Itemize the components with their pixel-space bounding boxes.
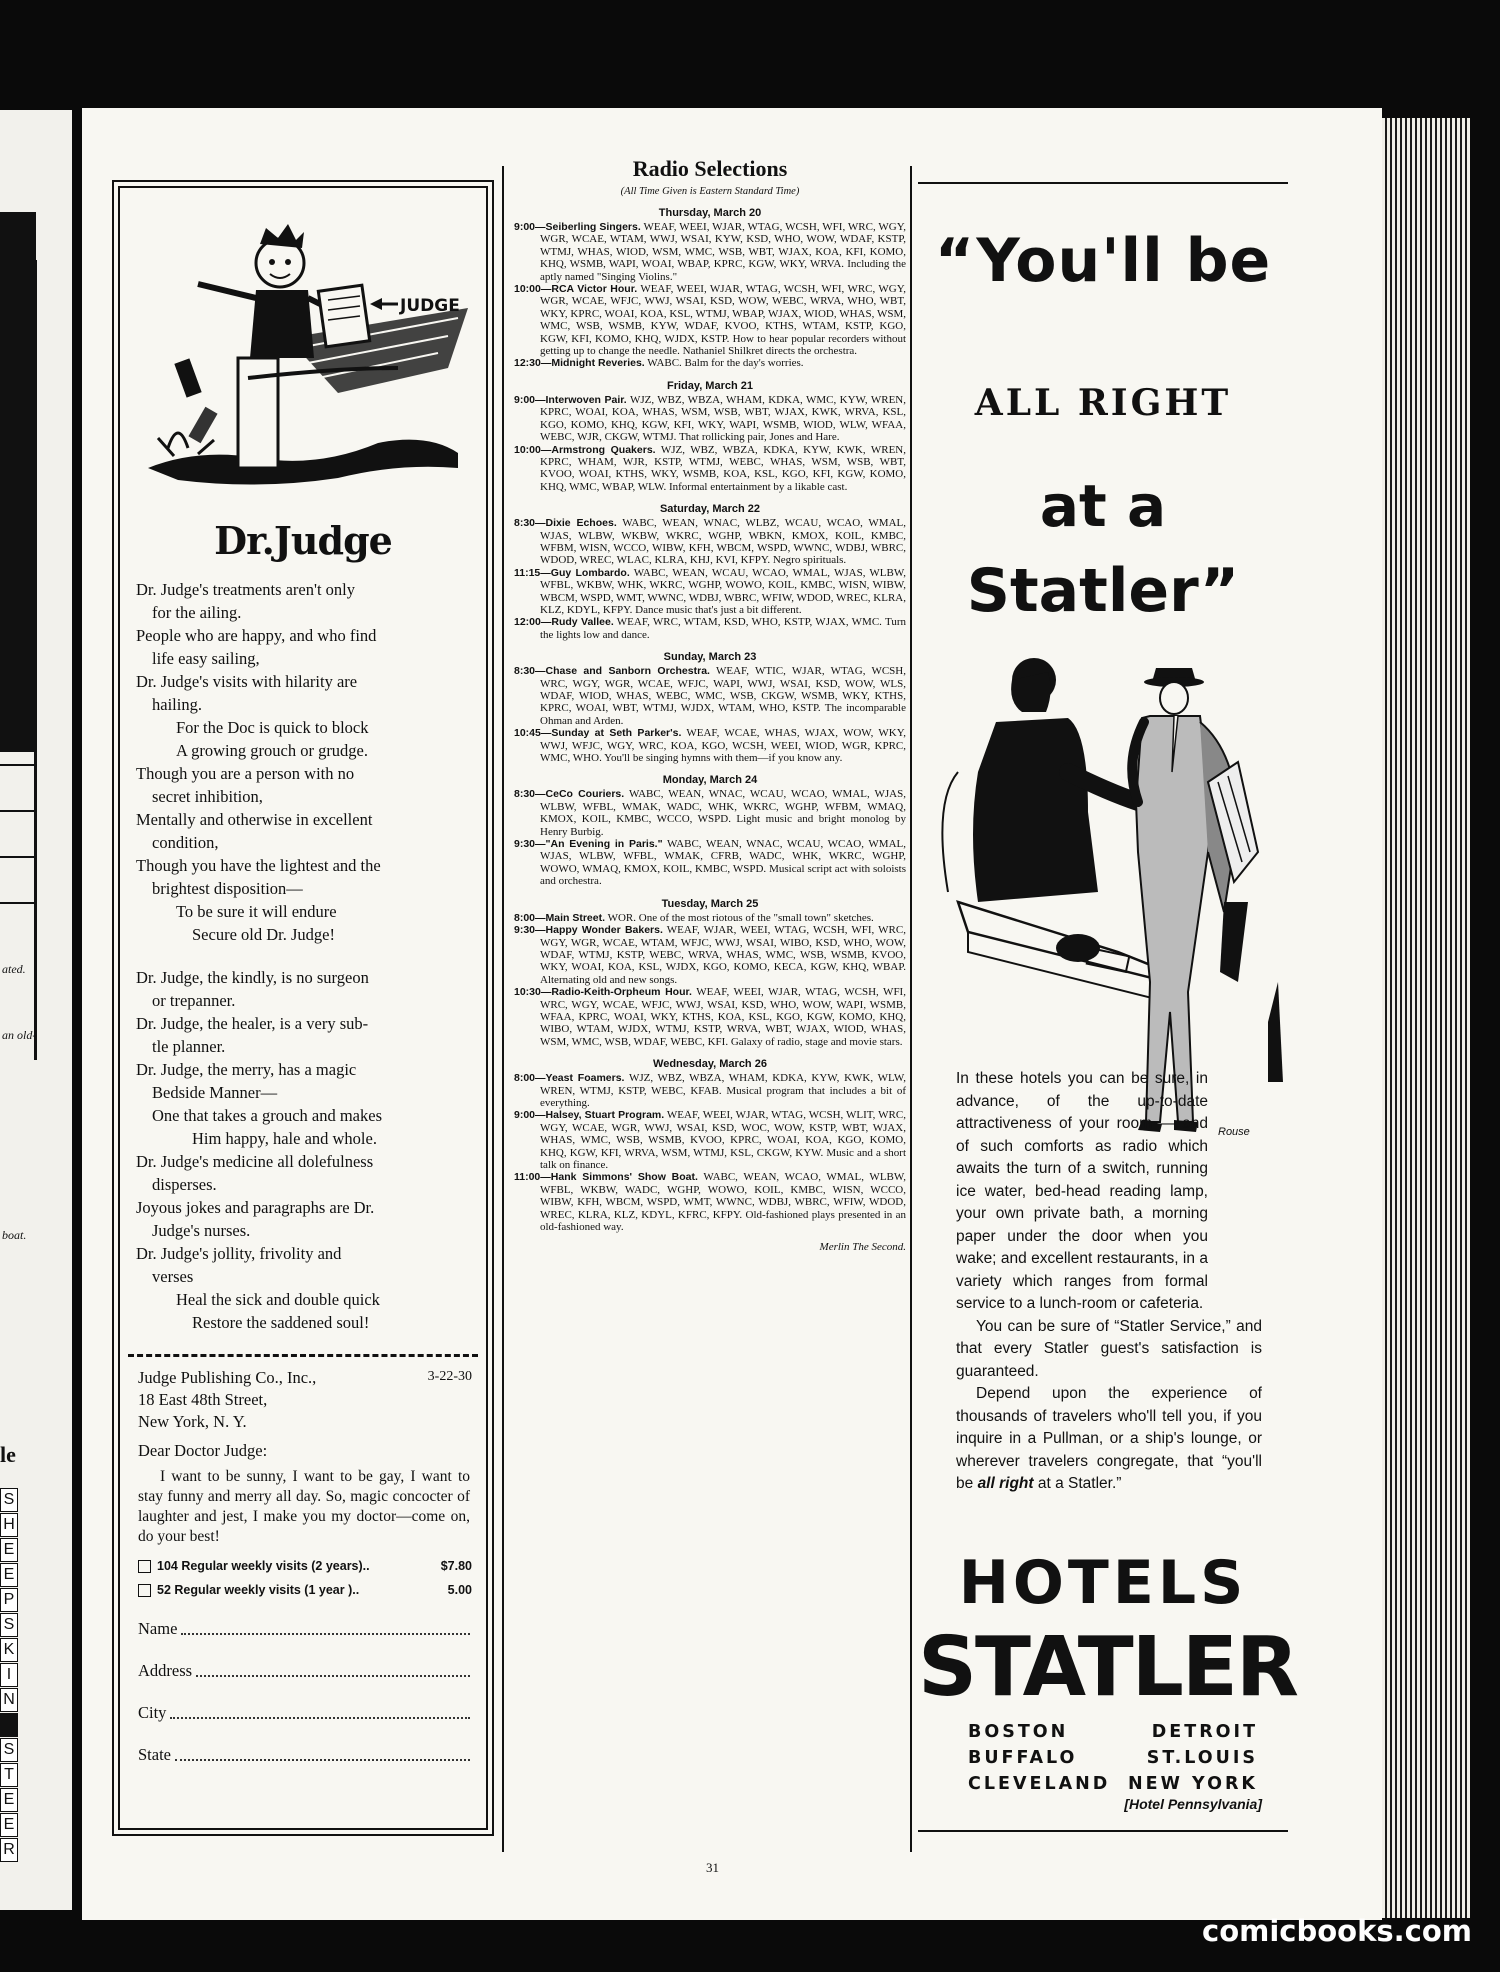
poem-line: A growing grouch or grudge. [176,741,369,760]
city-name: DETROIT [1151,1722,1258,1742]
city-name: BOSTON [968,1722,1069,1742]
program-time: 10:00 [514,443,541,456]
radio-program: 8:30—Chase and Sanborn Orchestra. WEAF, WTIC, WJAR, WTAG, WCSH, WRC, WGY, WGR, WCAE, WFJC, WAPI, WWJ, WSAI, KSD, WOW, WLS, WDAF, WIOD, WHAS, WEBC, WMC, WSB, CKGW, WSMB, WKY, KTHS, KPRC, WOAI, WBT, WTMJ, WJDX, WTAM, WHO, KSTP. The incomparable Ohman and Arden. [514,665,906,727]
name-field[interactable]: Name [138,1619,470,1639]
poem-line: verses [152,1267,194,1286]
option-label: 52 Regular weekly visits (1 year ).. [157,1583,360,1597]
poem-line: secret inhibition, [152,787,263,806]
ad-bottom-rule [918,1830,1288,1832]
radio-program: 10:45—Sunday at Seth Parker's. WEAF, WCAE, WHAS, WJAX, WOW, WKY, WWJ, WFJC, WGY, WRC, KOA, KGO, WCSH, WEEI, WIOD, WGR, KPRC, WMC, WHO. You'll be singing hymns with them—if you know any. [514,727,906,765]
poem-line: hailing. [152,695,202,714]
radio-program: 9:00—Interwoven Pair. WJZ, WBZ, WBZA, WHAM, KDKA, WMC, KYW, WREN, KPRC, WOAI, KOA, WHAS, WSM, WSB, WBT, WJAX, KWK, WRVA, KSL, KGO, KOMO, KHQ, KGW, KFI, WKY, WAPI, WSMB, WIOD, WLW, WFAA, WEBC, WJR, CKGW, WTMJ. That rollicking pair, Jones and Hare. [514,393,906,444]
poem-line: Dr. Judge's visits with hilarity are [136,672,358,691]
copy-paragraph: In these hotels you can be sure, in advance, of the up-to-date attractiveness of your room — and of such comforts as radio which awaits the turn of a switch, running ice water, bed-head reading lamp, your own private bath, a morning paper under the door when you wake; and excellent restaurants, in a variety which ranges from formal service to a lunch-room or cafeteria. [956,1070,1208,1312]
column-rule-right [910,166,912,1852]
brand-hotels: HOTELS [958,1548,1248,1618]
dr-judge-cartoon [138,218,468,508]
poem-line: Bedside Manner— [152,1083,278,1102]
program-details: WEAF, WEEI, WJAR, WTAG, WCSH, WLIT, WRC, WGY, WCAE, WGR, WWJ, WSAI, KSD, WOC, WOW, KSTP, WBT, WJAX, WHAS, WMC, WSB, WSMB, KVOO, KPRC, WOAI, KOA, KGO, KOMO, KHQ, KGW, KFI, WRVA, WSM, WTMJ, KSL, CKGW, KYW. Music and a short talk on finance. [540,1109,906,1171]
checkbox-1-year[interactable] [138,1584,151,1597]
program-time: 10:45 [514,727,541,740]
program-name: Seiberling Singers. [545,221,641,233]
program-time: 10:30 [514,986,541,999]
program-time: 12:00 [514,616,541,629]
program-time: 8:30 [514,517,536,530]
poem-line: brightest disposition— [152,879,303,898]
schedule-day-heading: Monday, March 24 [662,774,758,787]
sheepskin-letter: K [0,1638,18,1662]
program-time: 11:00 [514,1171,541,1184]
copy-paragraph: You can be sure of “Statler Service,” and that every Statler guest's satisfaction is guaranteed. [956,1317,1262,1380]
program-time: 9:30 [514,924,536,937]
dr-judge-poem [136,578,476,1334]
radio-subtitle: (All Time Given is Eastern Standard Time) [620,186,800,197]
sheepskin-letter: R [0,1838,18,1862]
option-1-year[interactable] [138,1583,472,1597]
city-row [968,1722,1258,1742]
address-line: New York, N. Y. [138,1412,247,1431]
radio-program: 12:00—Rudy Vallee. WEAF, WRC, WTAM, KSD, WHO, KSTP, WJAX, WMC. Turn the lights low and dance. [514,616,906,641]
hotel-pennsylvania-note: [Hotel Pennsylvania] [1124,1796,1262,1812]
program-details: WABC, WEAN, WNAC, WCAU, WCAO, WMAL, WJAS, WLBW, WFBL, WMAK, WADC, WHK, WKRC, WGHP, WFBM, WMAQ, KMOX, KOIL, KMBC, WCCO, WSPD. Light music and bright monolog by Henry Burbig. [540,788,906,838]
poem-line: Restore the saddened soul! [192,1313,370,1332]
radio-program: 8:00—Main Street. WOR. One of the most riotous of the "small town" sketches. [514,911,874,924]
city-name: CLEVELAND [968,1774,1111,1794]
program-details: WABC, WEAN, WCAO, WMAL, WLBW, WFBL, WKBW, WADC, WGHP, WOWO, KOIL, KMBC, WISN, WCCO, WIBW, KFH, WBCM, WSPD, WMT, WWNC, WDBJ, WBRC, WFIW, WDOD, WREC, KLRA, KLZ, KDYL, KFRC, KFPY. Old-fashioned plays presented in an old-fashioned way. [540,1171,906,1234]
city-name: NEW YORK [1128,1774,1258,1794]
poem-line: Heal the sick and double quick [176,1290,380,1309]
page-number: 31 [706,1860,719,1875]
poem-line: Dr. Judge's medicine all dolefulness [136,1152,374,1171]
poem-line: One that takes a grouch and makes [152,1106,383,1125]
option-price: $7.80 [440,1559,472,1573]
program-name: Dixie Echoes. [545,517,617,530]
poem-line: Mentally and otherwise in excellent [136,810,373,829]
poem-line: Though you are a person with no [136,764,355,783]
copy-paragraph: Depend upon the experience of thousands of travelers who'll tell you, if you inquire in a Pullman, or a ship's lounge, or wherever travelers congregate, that “you'll be all right at a Statler.” [956,1385,1262,1492]
radio-program: 12:30—Midnight Reveries. WABC. Balm for the day's worries. [514,357,804,370]
radio-program: 9:30—"An Evening in Paris." WABC, WEAN, WNAC, WCAU, WCAO, WMAL, WJAS, WLBW, WFBL, WMAK, CFRB, WADC, WHK, WKRC, WGHP, WOWO, WMAQ, KMOX, KOIL, KMBC, WSPD. Musical script act with soloists and orchestra. [514,838,906,888]
prev-heading-fragment: le [0,1442,16,1467]
prev-fragment: ated. [2,962,26,976]
schedule-day-heading: Wednesday, March 26 [653,1058,767,1071]
poem-line: for the ailing. [152,603,242,622]
poem-line: disperses. [152,1175,217,1194]
program-time: 8:00 [514,1072,536,1085]
program-name: "An Evening in Paris." [545,838,663,851]
city-name: BUFFALO [968,1748,1078,1768]
address-line: 18 East 48th Street, [138,1390,268,1409]
poem-line: Joyous jokes and paragraphs are Dr. [136,1198,375,1217]
prev-fragment: an old- [2,1028,37,1042]
program-details: WABC, WEAN, WNAC, WLBZ, WCAU, WCAO, WMAL, WJAS, WLBW, WKBW, WKRC, WGHP, WBKN, KMOX, KOIL, KMBC, WFBM, WISN, WCCO, WIBW, KFH, WBCM, WSPD, WWNC, WDBJ, WBRC, WDOD, WREC, WLAC, KLRA, KHJ, KVI, KFPY. Negro spirituals. [540,517,906,567]
sheepskin-letter: S [0,1738,18,1762]
program-time: 8:30 [514,788,536,801]
poem-line: condition, [152,833,219,852]
program-time: 9:00 [514,393,536,406]
schedule-day-heading: Tuesday, March 25 [661,897,759,910]
option-price: 5.00 [447,1583,472,1597]
sheepskin-letter: N [0,1688,18,1712]
artist-signature: Rouse [1218,1126,1250,1138]
program-name: CeCo Couriers. [545,788,625,801]
prev-page-grid [0,260,37,1060]
program-details: WEAF, WTIC, WJAR, WTAG, WCSH, WRC, WGY, WGR, WCAE, WFJC, WAPI, WWJ, WSAI, KSD, WOW, WLS, WDAF, WIOD, WHAS, WEBC, WMC, WSB, CKGW, WSMB, WKY, KTHS, KPRC, WOAI, WBT, WTMJ, WJDX, WTAM, WHO, KSTP. The incomparable Ohman and Arden. [540,665,906,727]
program-name: Main Street. [545,911,606,924]
radio-selections [514,156,906,1253]
ad-top-rule [918,182,1288,184]
program-time: 9:00 [514,1109,536,1122]
sheepskin-letter: E [0,1813,18,1837]
program-details: WJZ, WBZ, WBZA, WHAM, KDKA, KYW, KWK, WLW, WREN, WTMJ, KSTP, WEBC, KFAB. Musical program that includes a bit of everything. [540,1072,906,1109]
program-time: 9:00 [514,221,536,233]
program-name: RCA Victor Hour. [551,283,638,296]
dr-judge-title: Dr.Judge [214,518,392,563]
poem-line: tle planner. [152,1037,226,1056]
program-details: WABC, WEAN, WNAC, WCAU, WCAO, WMAL, WJAS, WLBW, WFBL, WMAK, CFRB, WADC, WHK, WKRC, WGHP, WOWO, WMAQ, KMOX, KOIL, KMBC, WSPD. Musical script act with soloists and orchestra. [540,838,906,888]
previous-page-fragment [0,110,72,1910]
city-name: ST.LOUIS [1146,1748,1258,1768]
program-time: 8:00 [514,911,536,924]
sheepskin-letter: E [0,1788,18,1812]
poem-line: Dr. Judge, the merry, has a magic [136,1060,357,1079]
program-details: WABC. Balm for the day's worries. [647,357,804,370]
address-field[interactable]: Address [138,1661,470,1681]
cartoon-label: JUDGE [400,296,460,316]
radio-signature: Merlin The Second. [819,1241,906,1254]
sheepskin-letter: T [0,1763,18,1787]
coupon-date: 3-22-30 [427,1369,472,1384]
program-name: Sunday at Seth Parker's. [551,727,682,740]
schedule-day-heading: Thursday, March 20 [658,207,762,219]
program-details: WEAF, WCAE, WHAS, WJAX, WOW, WKY, WWJ, WFJC, WGY, WRC, KOA, KGO, WCSH, WEEI, WIOD, WGR, KPRC, WMC, WHO. You'll be singing hymns with them—if you know any. [540,727,906,765]
radio-program: 11:15—Guy Lombardo. WABC, WEAN, WCAU, WCAO, WMAL, WJAS, WLBW, WFBL, WKBW, WHK, WKRC, WGHP, WOWO, KOIL, KMBC, WISN, WIBW, WBCM, WSPD, WMT, WWNC, WDBJ, WBRC, WFIW, WDOD, WREC, KLRA, KLZ, KDYL, KFPY. Dance music that's just a bit different. [514,566,906,616]
headline-youll-be: “You'll be [934,226,1272,296]
program-time: 11:15 [514,566,541,579]
radio-program: 8:30—Dixie Echoes. WABC, WEAN, WNAC, WLBZ, WCAU, WCAO, WMAL, WJAS, WLBW, WKBW, WKRC, WGHP, WBKN, KMOX, KOIL, KMBC, WFBM, WISN, WCCO, WIBW, KFH, WBCM, WSPD, WWNC, WDBJ, WBRC, WDOD, WREC, WLAC, KLRA, KHJ, KVI, KFPY. Negro spirituals. [514,517,906,567]
sheepskin-letter: I [0,1663,18,1687]
sheepskin-letter: S [0,1613,18,1637]
checkbox-2-years[interactable] [138,1560,151,1573]
program-name: Rudy Vallee. [551,616,614,629]
radio-program: 9:00—Halsey, Stuart Program. WEAF, WEEI, WJAR, WTAG, WCSH, WLIT, WRC, WGY, WCAE, WGR, WWJ, WSAI, KSD, WOC, WOW, KSTP, WBT, WJAX, WHAS, WMC, WSB, WSMB, KVOO, KPRC, WOAI, KOA, KGO, KOMO, KHQ, KGW, KFI, WRVA, WSM, WTMJ, KSL, CKGW, KYW. Music and a short talk on finance. [514,1109,906,1171]
radio-program: 8:30—CeCo Couriers. WABC, WEAN, WNAC, WCAU, WCAO, WMAL, WJAS, WLBW, WFBL, WMAK, WADC, WHK, WKRC, WGHP, WFBM, WMAQ, KMOX, KOIL, KMBC, WCCO, WSPD. Light music and bright monolog by Henry Burbig. [514,788,906,838]
option-label: 104 Regular weekly visits (2 years).. [157,1559,370,1573]
radio-program: 10:00—RCA Victor Hour. WEAF, WEEI, WJAR, WTAG, WCSH, WFI, WRC, WGY, WGR, WCAE, WFJC, WWJ, WSAI, KSD, WOW, WEBC, WRVA, WHO, WBT, WKY, KPRC, WOAI, KOA, KSL, WTMJ, WBAP, WJAX, WIOD, WHAS, WSM, WMC, WSB, WSMB, KYW, WDAF, KVOO, KTHS, WTAM, KSTP, KGO, KGW, KFI, KOMO, KHQ, WJDX, KSTP. How to hear popular recorders without getting up to change the needle. Nathaniel Shilkret directs the orchestra. [514,283,906,358]
program-name: Happy Wonder Bakers. [545,924,663,937]
poem-line [136,946,476,966]
program-name: Chase and Sanborn Orchestra. [545,665,710,678]
poem-line: Secure old Dr. Judge! [192,925,335,944]
program-details: WJZ, WBZ, WBZA, WHAM, KDKA, WMC, KYW, WREN, KPRC, WOAI, KOA, WHAS, WSM, WSB, WBT, WJAX, KWK, WRVA, KSL, KGO, KOMO, KHQ, KGW, KFI, WKY, WAPI, WSMB, WIOD, WLW, WFAA, WEBC, WJR, CKGW, WTMJ. That rollicking pair, Jones and Hare. [540,393,906,444]
hotels-statler-ad [918,182,1298,1832]
poem-line: Dr. Judge's jollity, frivolity and [136,1244,342,1263]
poem-line: To be sure it will endure [176,902,337,921]
poem-line: Judge's nurses. [152,1221,251,1240]
radio-program: 10:00—Armstrong Quakers. WJZ, WBZ, WBZA, KDKA, KYW, KWK, WREN, KPRC, WHAM, WJR, KSTP, WTMJ, WEBC, WHAS, WSM, WSB, WBT, KVOO, WOAI, KTHS, WKY, WSMB, KOA, KSL, KGO, KFI, KGW, KOMO, KHQ, WMC, WBAP, WLW. Informal entertainment by a likable cast. [514,443,906,493]
schedule-day-heading: Sunday, March 23 [663,651,757,664]
program-details: WEAF, WJAR, WEEI, WTAG, WCSH, WFI, WRC, WGY, WGR, WCAE, WTAM, WFJC, WWJ, WSAI, WIBO, KSD, WHO, WOW, WDAF, WTMJ, KSTP, WEBC, WRVA, WHAS, WMC, WSB, WSMB, KVOO, WKY, WOAI, KOA, KSL, WJDX, KGO, KOMO, KECA, KGW, KHQ, WBAP. Alternating old and new songs. [540,924,906,986]
program-details: WEAF, WEEI, WJAR, WTAG, WCSH, WFI, WRC, WGY, WCAE, WFJC, WWJ, WSAI, KSD, WHO, WOW, WAPI, WSMB, WFAA, KPRC, WOAI, WKY, KTHS, KOA, KSL, KGO, KGW, KOMO, KHQ, WIBO, WTAM, WJDX, WTMJ, KSTP, WRVA, WBT, WJAX, WIOD, WHAS, WSM, WMC, WSB, WDAF, WEBC, KFI. Galaxy of radio, stage and movie stars. [540,986,906,1048]
poem-line: or trepanner. [152,991,236,1010]
coupon-body: I want to be sunny, I want to be gay, I want to stay funny and merry all day. So, magic concocter of laughter and jest, I make you my doctor—come on, do your best! [138,1468,470,1545]
subscription-coupon [128,1354,478,1818]
address-line: Judge Publishing Co., Inc., [138,1368,317,1387]
radio-schedule [514,207,906,1233]
poem-line: People who are happy, and who find [136,626,377,645]
coupon-salutation: Dear Doctor Judge: [138,1441,268,1460]
program-details: WOR. One of the most riotous of the "small town" sketches. [607,911,874,924]
book-page-edges [1382,118,1470,1918]
city-row [968,1774,1258,1794]
city-row [968,1748,1258,1768]
prev-fragment: boat. [2,1228,27,1242]
poem-line: Though you have the lightest and the [136,856,381,875]
poem-line: Him happy, hale and whole. [192,1129,377,1148]
sheepskin-letter: E [0,1538,18,1562]
program-details: WEAF, WEEI, WJAR, WTAG, WCSH, WFI, WRC, WGY, WGR, WCAE, WTAM, WWJ, WSAI, KYW, KSD, WHO, WOW, WDAF, KSTP, WTMJ, WHAS, WIOD, WSM, WMC, WSB, WBT, WJAX, KOA, KFI, KOMO, KHQ, WSMB, WAPI, WOAI, WBAP, KPRC, KGW, WKY, WRVA. Including the aptly named "Singing Violins." [540,221,906,283]
poem-line: Dr. Judge, the healer, is a very sub- [136,1014,369,1033]
brand-statler: STATLER [918,1620,1298,1715]
program-time: 10:00 [514,283,541,296]
radio-program: 9:00—Seiberling Singers. WEAF, WEEI, WJAR, WTAG, WCSH, WFI, WRC, WGY, WGR, WCAE, WTAM, WWJ, WSAI, KYW, KSD, WHO, WOW, WDAF, KSTP, WTMJ, WHAS, WIOD, WSM, WMC, WSB, WBT, WJAX, KOA, KFI, KOMO, KHQ, WSMB, WAPI, WOAI, WBAP, KPRC, KGW, WKY, WRVA. Including the aptly named "Singing Violins." [514,221,906,283]
program-name: Midnight Reveries. [551,357,645,370]
program-time: 8:30 [514,665,536,678]
sheepskin-letter: E [0,1563,18,1587]
poem-line: Dr. Judge, the kindly, is no surgeon [136,968,369,987]
program-name: Yeast Foamers. [545,1072,625,1085]
city-field[interactable]: City [138,1703,470,1723]
program-name: Radio-Keith-Orpheum Hour. [551,986,692,999]
sheepskin-letter: P [0,1588,18,1612]
program-details: WJZ, WBZ, WBZA, KDKA, KYW, KWK, WREN, KPRC, WHAM, WJR, KSTP, WTMJ, WEBC, WHAS, WSM, WSB, WBT, KVOO, WOAI, KTHS, WKY, WSMB, KOA, KSL, KGO, KFI, KGW, KOMO, KHQ, WMC, WBAP, WLW. Informal entertainment by a likable cast. [540,443,906,493]
schedule-day-heading: Friday, March 21 [667,379,753,392]
radio-program: 11:00—Hank Simmons' Show Boat. WABC, WEAN, WCAO, WMAL, WLBW, WFBL, WKBW, WADC, WGHP, WOWO, KOIL, KMBC, WISN, WCCO, WIBW, KFH, WBCM, WSPD, WMT, WWNC, WDBJ, WBRC, WFIW, WDOD, WREC, KLRA, KLZ, KDYL, KFRC, KFPY. Old-fashioned plays presented in an old-fashioned way. [514,1171,906,1234]
radio-program: 10:30—Radio-Keith-Orpheum Hour. WEAF, WEEI, WJAR, WTAG, WCSH, WFI, WRC, WGY, WCAE, WFJC, WWJ, WSAI, KSD, WHO, WOW, WAPI, WSMB, WFAA, KPRC, WOAI, WKY, KTHS, KOA, KSL, KGO, KGW, KOMO, KHQ, WIBO, WTAM, WJDX, WTMJ, KSTP, WRVA, WBT, WJAX, WIOD, WHAS, WSM, WMC, WSB, WDAF, WEBC, KFI. Galaxy of radio, stage and movie stars. [514,986,906,1048]
program-name: Armstrong Quakers. [551,443,656,456]
program-details: WABC, WEAN, WCAU, WCAO, WMAL, WJAS, WLBW, WFBL, WKBW, WHK, WKRC, WGHP, WOWO, KOIL, KMBC, WISN, WIBW, WBCM, WSPD, WMT, WWNC, WDBJ, WBRC, WFIW, WDOD, WREC, KLRA, KLZ, KDYL, KFPY. Dance music that's just a bit different. [540,566,906,616]
poem-line: life easy sailing, [152,649,260,668]
program-name: Halsey, Stuart Program. [545,1109,665,1122]
headline-statler: Statler” [966,556,1240,626]
program-name: Interwoven Pair. [545,393,627,406]
radio-title: Radio Selections [632,156,788,181]
sheepskin-letter: S [0,1488,18,1512]
sheepskin-letter: H [0,1513,18,1537]
sheepskin-letter [0,1713,18,1737]
poem-line: For the Doc is quick to block [176,718,369,737]
watermark: comicbooks.com [1202,1914,1472,1948]
headline-all-right: ALL RIGHT [974,382,1232,424]
column-rule-left [502,166,504,1852]
headline-at-a: at a [1039,472,1167,540]
program-details: WEAF, WRC, WTAM, KSD, WHO, KSTP, WJAX, WMC. Turn the lights low and dance. [540,616,906,641]
statler-ad-copy [956,1068,1262,1496]
schedule-day-heading: Saturday, March 22 [659,503,761,516]
poem-line: Dr. Judge's treatments aren't only [136,580,356,599]
program-name: Guy Lombardo. [550,566,630,579]
option-2-years[interactable] [138,1559,472,1573]
program-details: WEAF, WEEI, WJAR, WTAG, WCSH, WFI, WRC, WGY, WGR, WCAE, WFJC, WWJ, WSAI, KSD, WOW, WEBC, WRVA, WHO, WBT, WKY, KPRC, WOAI, KOA, KSL, WTMJ, WBAP, WJAX, WIOD, WHAS, WSM, WMC, WSB, WSMB, KYW, WDAF, KVOO, KTHS, WTAM, KSTP, KGO, KGW, KFI, KOMO, KHQ, WJDX, KSTP. How to hear popular recorders without getting up to change the needle. Nathaniel Shilkret directs the orchestra. [540,283,906,358]
radio-program: 9:30—Happy Wonder Bakers. WEAF, WJAR, WEEI, WTAG, WCSH, WFI, WRC, WGY, WGR, WCAE, WTAM, WFJC, WWJ, WSAI, WIBO, KSD, WHO, WOW, WDAF, WTMJ, KSTP, WEBC, WRVA, WHAS, WMC, WSB, WSMB, KVOO, WKY, WOAI, KOA, KSL, WJDX, KGO, KOMO, KECA, KGW, KHQ, WBAP. Alternating old and new songs. [514,924,906,986]
radio-program: 8:00—Yeast Foamers. WJZ, WBZ, WBZA, WHAM, KDKA, KYW, KWK, WLW, WREN, WTMJ, KSTP, WEBC, KFAB. Musical program that includes a bit of everything. [514,1072,906,1109]
sheepskin-column [0,1488,18,1863]
program-name: Hank Simmons' Show Boat. [550,1171,698,1184]
dr-judge-ad [118,186,488,1830]
program-time: 12:30 [514,357,541,370]
state-field[interactable]: State [138,1745,470,1765]
program-time: 9:30 [514,838,536,851]
